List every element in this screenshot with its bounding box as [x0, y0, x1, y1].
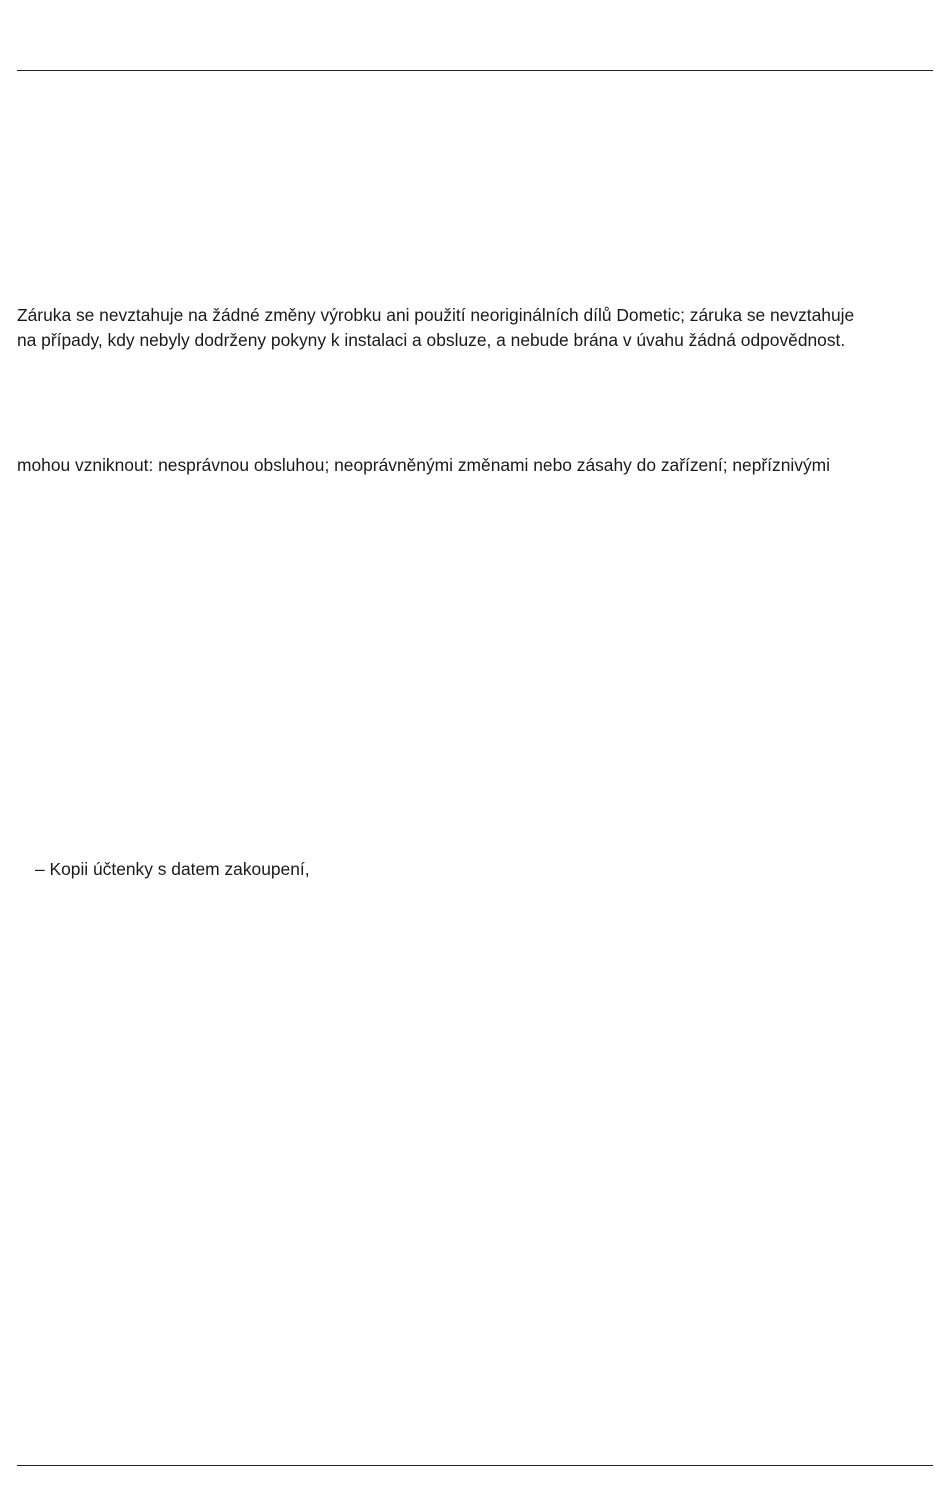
- paragraph-line: na případy, kdy nebyly dodrženy pokyny k instalaci a obsluze, a nebude brána v úvahu žádná odpovědnost.: [17, 330, 846, 350]
- list-item-receipt-copy: – Kopii účtenky s datem zakoupení,: [35, 859, 310, 879]
- paragraph-line: Záruka se nevztahuje na žádné změny výrobku ani použití neoriginálních dílů Dometic; záruka se nevztahuje: [17, 305, 855, 325]
- bottom-divider: [17, 1465, 933, 1466]
- damage-causes-paragraph: [17, 453, 937, 478]
- paragraph-line: mohou vzniknout: nesprávnou obsluhou; neoprávněnými změnami nebo zásahy do zařízení; nepříznivými: [17, 455, 830, 475]
- warranty-exclusion-paragraph: [17, 303, 937, 353]
- top-divider: [17, 70, 933, 71]
